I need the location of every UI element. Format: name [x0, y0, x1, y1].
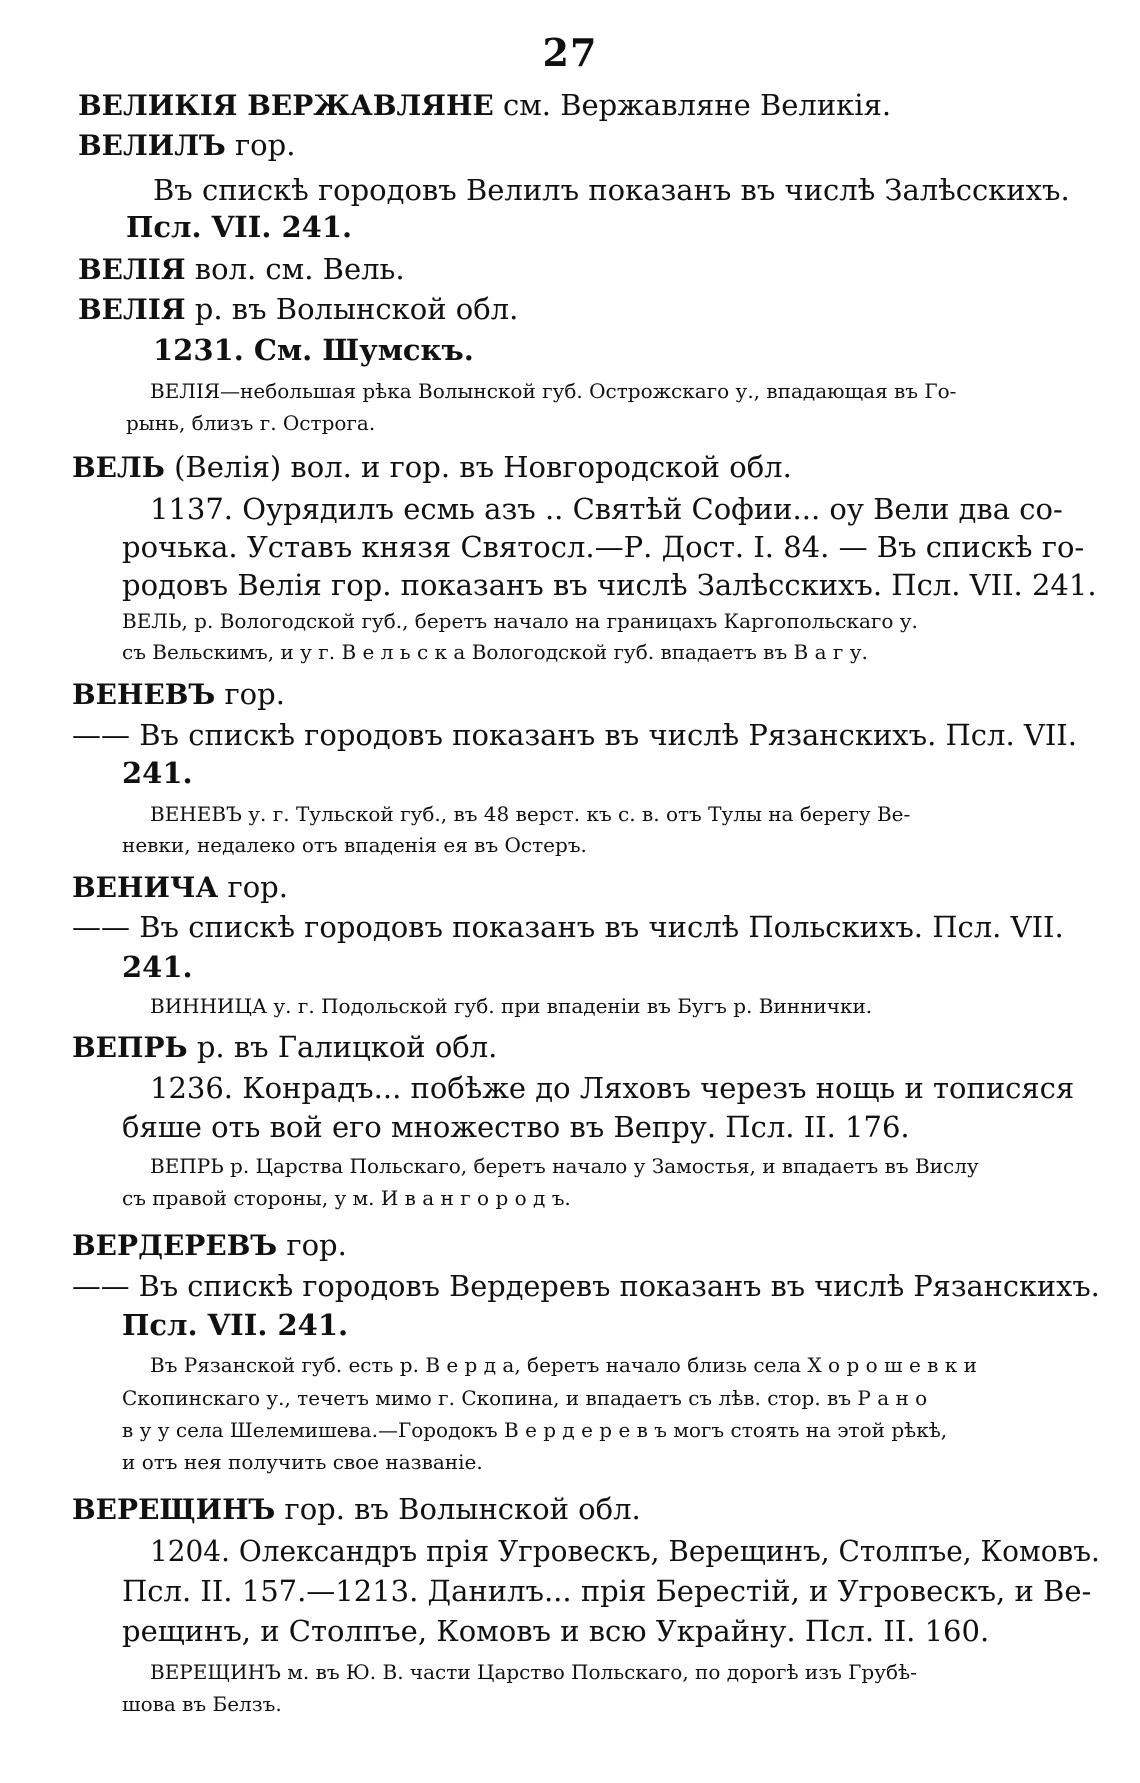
note-line: рынь, близъ г. Острога.	[126, 411, 376, 435]
headword: ВЕРДЕРЕВЪ	[72, 1229, 278, 1262]
entry-tail: р. въ Галицкой обл.	[187, 1030, 498, 1064]
entry-tail: р. въ Волынской обл.	[185, 292, 519, 326]
entry-headline	[72, 450, 792, 484]
entry-headline	[78, 252, 405, 286]
entry-headline	[78, 292, 518, 326]
note-line: и отъ нея получить свое названiе.	[122, 1450, 483, 1474]
entry-tail: см. Вержавляне Великiя.	[493, 88, 892, 122]
quote-line: —— Въ спискѣ городовъ Вердеревъ показанъ въ числѣ Рязанскихъ.	[72, 1269, 1100, 1303]
note-line: ВЕЛЬ, р. Вологодской губ., беретъ начало на границахъ Каргопольскаго у.	[122, 609, 918, 633]
note-line: шова въ Белзъ.	[122, 1692, 282, 1716]
quote-line: —— Въ спискѣ городовъ показанъ въ числѣ Рязанскихъ. Псл. VII.	[72, 718, 1077, 752]
headword: ВЕНИЧА	[72, 871, 219, 904]
note-line: ВЕЛIЯ—небольшая рѣка Волынской губ. Острожскаго у., впадающая въ Го-	[150, 379, 957, 403]
quote-line: Въ спискѣ городовъ Велилъ показанъ въ числѣ Залѣсскихъ.	[153, 173, 1070, 207]
entry-headline	[72, 870, 288, 904]
quote-line: —— Въ спискѣ городовъ показанъ въ числѣ Польскихъ. Псл. VII.	[72, 910, 1064, 944]
headword: ВЕЛIЯ	[78, 293, 186, 326]
quote-line: Псл. VII. 241.	[122, 1308, 349, 1342]
quote-line: 1236. Конрадъ... побѣже до Ляховъ черезъ нощь и тописяся	[150, 1071, 1075, 1105]
quote-line: Псл. II. 157.—1213. Данилъ... прiя Берестiй, и Угровескъ, и Ве-	[122, 1574, 1092, 1608]
headword: ВЕЛИКIЯ ВЕРЖАВЛЯНЕ	[78, 89, 494, 122]
entry-headline	[72, 1030, 497, 1064]
note-line: съ правой стороны, у м. И в а н г о р о д ъ.	[122, 1186, 571, 1210]
entry-headline	[78, 128, 295, 162]
headword: ВЕЛЬ	[72, 451, 165, 484]
note-line: Въ Рязанской губ. есть р. В е р д а, беретъ начало близь села Х о р о ш е в к и	[150, 1353, 977, 1377]
note-line: ВИННИЦА у. г. Подольской губ. при впаденiи въ Бугъ р. Виннички.	[150, 994, 873, 1018]
quote-line: родовъ Велiя гор. показанъ въ числѣ Залѣсскихъ. Псл. VII. 241.	[122, 568, 1097, 602]
entry-tail: гор. въ Волынской обл.	[275, 1492, 641, 1526]
quote-line: 241.	[122, 950, 193, 984]
entry-tail: вол. см. Вель.	[185, 252, 405, 286]
quote-line: рещинъ, и Столпъе, Комовъ и всю Украйну. Псл. II. 160.	[122, 1614, 990, 1648]
headword: ВЕПРЬ	[72, 1031, 188, 1064]
headword: ВЕНЕВЪ	[72, 678, 216, 711]
entry-tail: гор.	[277, 1228, 347, 1262]
quote-line: 1204. Олександръ прiя Угровескъ, Верещинъ, Столпъе, Комовъ.	[150, 1534, 1100, 1568]
headword: ВЕЛИЛЪ	[78, 129, 226, 162]
entry-tail: гор.	[225, 128, 296, 162]
headword: ВЕРЕЩИНЪ	[72, 1493, 276, 1526]
note-line: ВЕНЕВЪ у. г. Тульской губ., въ 48 верст. къ с. в. отъ Тулы на берегу Ве-	[150, 802, 911, 826]
entry-headline	[78, 88, 891, 122]
note-line: съ Вельскимъ, и у г. В е л ь с к а Вологодской губ. впадаетъ въ В а г у.	[122, 640, 868, 664]
entry-tail: гор.	[218, 870, 288, 904]
entry-tail: гор.	[215, 677, 285, 711]
entry-headline	[72, 677, 285, 711]
quote-line: 1231. См. Шумскъ.	[153, 333, 474, 367]
quote-line: 241.	[122, 756, 193, 790]
page-number: 27	[542, 30, 598, 75]
quote-line: 1137. Оурядилъ есмь азъ .. Святѣй Софии... оу Вели два со-	[150, 492, 1063, 526]
quote-line: бяше оть вой его множество въ Вепру. Псл. II. 176.	[122, 1110, 910, 1144]
headword: ВЕЛIЯ	[78, 253, 186, 286]
entry-headline	[72, 1228, 347, 1262]
entry-tail: (Велiя) вол. и гор. въ Новгородской обл.	[164, 450, 792, 484]
note-line: Скопинскаго у., течетъ мимо г. Скопина, и впадаетъ съ лѣв. стор. въ Р а н о	[122, 1386, 928, 1410]
note-line: ВЕРЕЩИНЪ м. въ Ю. В. части Царство Польскаго, по дорогѣ изъ Грубѣ-	[150, 1660, 917, 1684]
note-line: невки, недалеко отъ впаденiя ея въ Остеръ.	[122, 833, 587, 857]
quote-line: рочька. Уставъ князя Святосл.—Р. Дост. I. 84. — Въ спискѣ го-	[122, 530, 1085, 564]
quote-line: Псл. VII. 241.	[126, 210, 353, 244]
entry-headline	[72, 1492, 641, 1526]
note-line: ВЕПРЬ р. Царства Польскаго, беретъ начало у Замостья, и впадаетъ въ Вислу	[150, 1154, 979, 1178]
note-line: в у у села Шелемишева.—Городокъ В е р д е р е в ъ могъ стоять на этой рѣкѣ,	[122, 1418, 948, 1442]
